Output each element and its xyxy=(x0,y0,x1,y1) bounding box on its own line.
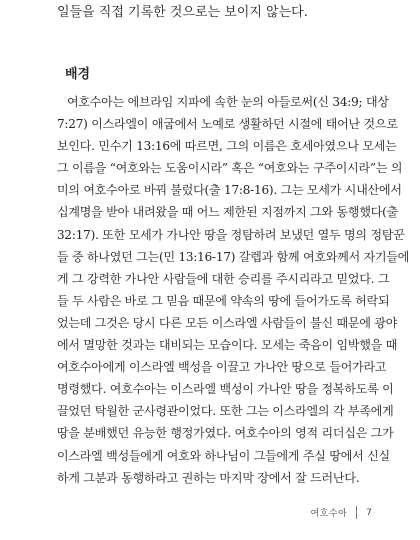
body-line: 7:27) 이스라엘이 애굽에서 노예로 생활하던 시절에 태어난 것으로 xyxy=(57,117,398,132)
continued-paragraph-line: 일들을 직접 기록한 것으로는 보이지 않는다. xyxy=(57,5,308,20)
body-line: 들 중 하나였던 그는(민 13:16-17) 갈렙과 함께 여호와께서 자기들에 xyxy=(57,249,410,264)
body-line: 끌었던 탁월한 군사령관이었다. 또한 그는 이스라엘의 각 부족에게 xyxy=(57,404,394,419)
body-line: 게 그 강력한 가나안 사람들에 대한 승리를 주시리라고 믿었다. 그 xyxy=(57,271,390,286)
body-line: 명령했다. 여호수아는 이스라엘 백성이 가나안 땅을 정복하도록 이 xyxy=(57,382,394,397)
body-line: 하게 그분과 동행하라고 권하는 마지막 장에서 잘 드러난다. xyxy=(57,470,360,485)
running-title: 여호수아 xyxy=(310,509,348,519)
footer-divider xyxy=(356,506,357,519)
body-line: 그 이름을 “여호와는 도움이시라” 혹은 “여호와는 구주이시라”는 의 xyxy=(57,161,403,176)
page-footer xyxy=(310,506,372,519)
body-line: 들 두 사람은 바로 그 믿음 때문에 약속의 땅에 들어가도록 허락되 xyxy=(57,293,390,308)
body-line: 미의 여호수아로 바꿔 불렀다(출 17:8-16). 그는 모세가 시내산에서 xyxy=(57,183,402,198)
body-line: 32:17). 또한 모세가 가나안 땅을 정탐하려 보냈던 열두 명의 정탐꾼 xyxy=(57,227,405,242)
section-body xyxy=(57,91,410,489)
body-line: 여호수아는 에브라임 지파에 속한 눈의 아들로써(신 34:9; 대상 xyxy=(67,95,389,109)
page-number: 7 xyxy=(366,507,372,518)
body-line: 여호수아에게 이스라엘 백성을 이끌고 가나안 땅으로 들어가라고 xyxy=(57,360,387,375)
body-line: 에서 멸망한 것과는 대비되는 모습이다. 모세는 죽음이 임박했을 때 xyxy=(57,338,398,353)
body-line: 었는데 그것은 당시 다른 모든 이스라엘 사람들이 불신 때문에 광야 xyxy=(57,315,398,330)
body-line: 이스라엘 백성들에게 여호와 하나님이 그들에게 주실 땅에서 신실 xyxy=(57,448,390,463)
body-line: 보인다. 민수기 13:16에 따르면, 그의 이름은 호세아였으나 모세는 xyxy=(57,139,397,154)
body-line: 땅을 분배했던 유능한 행정가였다. 여호수아의 영적 리더십은 그가 xyxy=(57,426,394,441)
body-line: 십계명을 받아 내려왔을 때 어느 제한된 지점까지 그와 동행했다(출 xyxy=(57,205,398,220)
section-heading: 배경 xyxy=(65,67,91,82)
